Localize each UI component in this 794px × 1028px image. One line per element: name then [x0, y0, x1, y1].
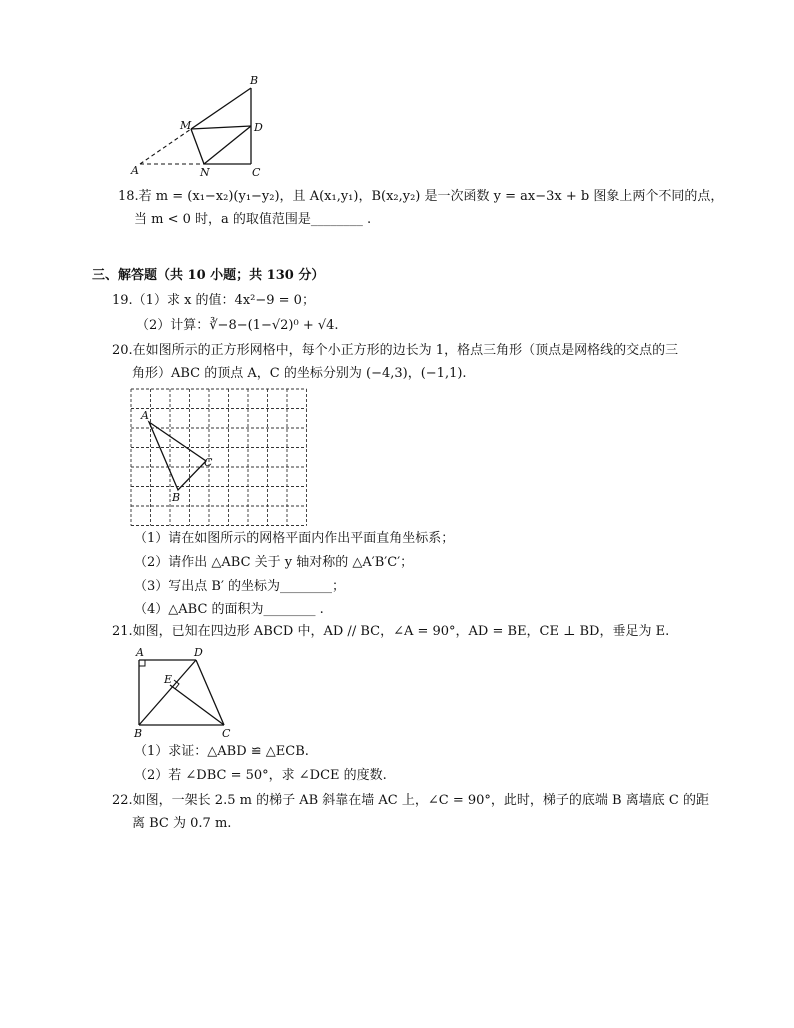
- q22-line1: 22.如图，一架长 2.5 m 的梯子 AB 斜靠在墙 AC 上，∠C = 90°，此时，梯子的底端 B 离墙底 C 的距: [112, 793, 709, 808]
- q20-sub2: （2）请作出 △ABC 关于 y 轴对称的 △A′B′C′；: [134, 555, 414, 570]
- quad-label-b: B: [134, 727, 143, 740]
- grid-label-a: A: [141, 409, 149, 422]
- q20-sub3: （3）写出点 B′ 的坐标为________；: [134, 579, 346, 594]
- q18-line1: 18.若 m = (x₁−x₂)(y₁−y₂)，且 A(x₁,y₁)，B(x₂,y₂) 是一次函数 y = ax−3x + b 图象上两个不同的点，: [118, 189, 724, 204]
- fig1-label-d: D: [254, 121, 263, 134]
- q20-line1: 20.在如图所示的正方形网格中，每个小正方形的边长为 1，格点三角形（顶点是网格线的交点的三: [112, 343, 679, 358]
- q21-sub2: （2）若 ∠DBC = 50°，求 ∠DCE 的度数.: [134, 768, 387, 783]
- fig1-label-m: M: [180, 119, 192, 132]
- q21-sub1: （1）求证：△ABD ≌ △ECB.: [134, 744, 309, 759]
- quad-label-a: A: [136, 646, 144, 659]
- q19-part2: （2）计算：∛−8−(1−√2)⁰ + √4.: [136, 318, 339, 333]
- fig1-label-n: N: [200, 166, 210, 179]
- q22-line2: 离 BC 为 0.7 m.: [132, 816, 232, 831]
- grid-label-c: C: [204, 456, 213, 469]
- fig1-label-a: A: [131, 164, 139, 177]
- figure-triangle-mnd: [120, 70, 280, 180]
- fig1-label-c: C: [252, 166, 261, 179]
- q20-sub4: （4）△ABC 的面积为________ .: [134, 602, 324, 617]
- q21-line1: 21.如图，已知在四边形 ABCD 中，AD // BC，∠A = 90°，AD = BE，CE ⊥ BD，垂足为 E.: [112, 624, 670, 639]
- section-heading: 三、解答题（共 10 小题；共 130 分）: [92, 268, 325, 283]
- q18-line2: 当 m < 0 时，a 的取值范围是________ .: [134, 212, 372, 227]
- figure-quadrilateral-abcd: [126, 642, 241, 740]
- quad-label-c: C: [222, 727, 231, 740]
- figure-grid-triangle: [126, 384, 311, 529]
- grid-label-b: B: [172, 491, 181, 504]
- fig1-label-b: B: [250, 74, 259, 87]
- q20-sub1: （1）请在如图所示的网格平面内作出平面直角坐标系；: [134, 531, 455, 546]
- quad-label-d: D: [194, 646, 203, 659]
- q19-part1: 19.（1）求 x 的值：4x²−9 = 0；: [112, 293, 315, 308]
- quad-label-e: E: [164, 673, 173, 686]
- q20-line2: 角形）ABC 的顶点 A，C 的坐标分别为 (−4,3)，(−1,1).: [132, 366, 467, 381]
